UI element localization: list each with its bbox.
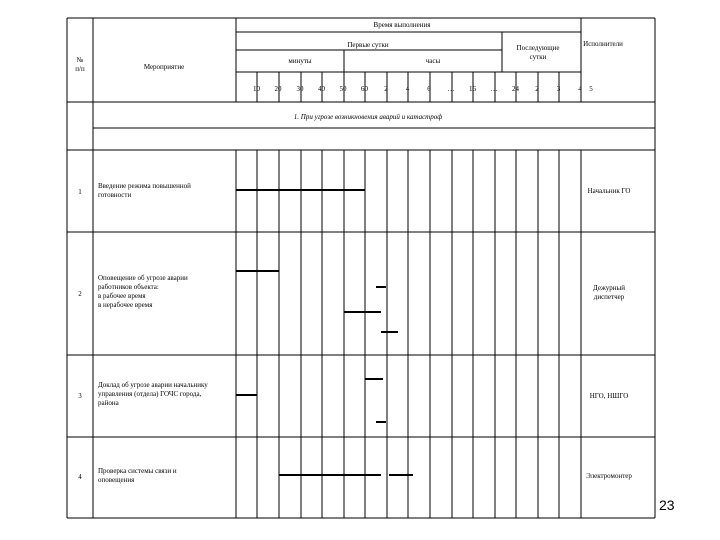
row-2-activity-line4: в нерабочее время [98, 301, 153, 309]
gantt-bars [236, 190, 413, 475]
header-following-days-line1: Последующие [516, 44, 560, 52]
header-executors: Исполнители [583, 40, 623, 48]
row-2-activity-line1: Оповещение об угрозе аварии [98, 274, 188, 282]
row-3-executor: НГО, НШГО [589, 392, 629, 400]
row-3-activity-line2: управления (отдела) ГОЧС города, [98, 390, 202, 398]
time-column-label-15: 3 [556, 85, 561, 93]
header-following-days-line2: сутки [529, 53, 547, 61]
time-column-label-3: 30 [296, 85, 304, 93]
row-2-executor-line1: Дежурный [593, 284, 625, 292]
time-column-label-1: 10 [253, 85, 260, 93]
row-1-number: 1 [78, 188, 82, 196]
header-first-day: Первые сутки [347, 41, 389, 49]
row-1-executor: Начальник ГО [587, 187, 631, 195]
header-hours: часы [425, 57, 441, 65]
header-activity: Мероприятие [143, 63, 185, 71]
row-2-executor-line2: диспетчер [593, 293, 625, 301]
row-3-number: 3 [78, 392, 82, 400]
header-execution-time: Время выполнения [373, 21, 431, 29]
time-column-label-16: 4 [578, 85, 582, 93]
time-column-label-10: … [447, 85, 455, 93]
row-4-executor: Электромонтер [586, 472, 632, 480]
row-4-activity-line1: Проверка системы связи и [98, 467, 177, 475]
header-num-line1: № [76, 56, 84, 64]
time-column-label-17: 5 [589, 85, 593, 93]
time-column-label-5: 50 [339, 85, 347, 93]
header-num-line2: п/п [75, 65, 85, 73]
row-3-activity-line3: района [98, 399, 119, 407]
time-column-label-8: 4 [405, 85, 410, 93]
row-2-activity-line3: в рабочее время [98, 292, 146, 300]
time-column-label-4: 40 [318, 85, 325, 93]
row-3-activity-line1: Доклад об угрозе аварии начальнику [98, 381, 208, 389]
table-grid [67, 18, 655, 518]
time-column-label-9: 6 [427, 85, 431, 93]
row-2-activity-line2: работников объекта: [98, 283, 159, 291]
header-minutes: минуты [288, 57, 312, 65]
time-column-label-2: 20 [274, 85, 282, 93]
time-column-label-6: 60 [361, 85, 368, 93]
row-1-activity-line2: готовности [98, 191, 132, 199]
time-column-label-14: 2 [535, 85, 539, 93]
time-column-label-11: 16 [469, 85, 476, 93]
row-1-activity-line1: Введение режима повышенной [98, 182, 191, 190]
time-column-label-7: 2 [384, 85, 388, 93]
page-number: 23 [659, 497, 675, 513]
row-2-number: 2 [78, 290, 82, 298]
section-title: 1. При угрозе возникновения аварий и катастроф [293, 113, 443, 121]
row-4-number: 4 [78, 473, 82, 481]
time-column-label-13: 24 [512, 85, 519, 93]
time-column-label-12: … [490, 85, 498, 93]
row-4-activity-line2: оповещения [98, 476, 135, 484]
